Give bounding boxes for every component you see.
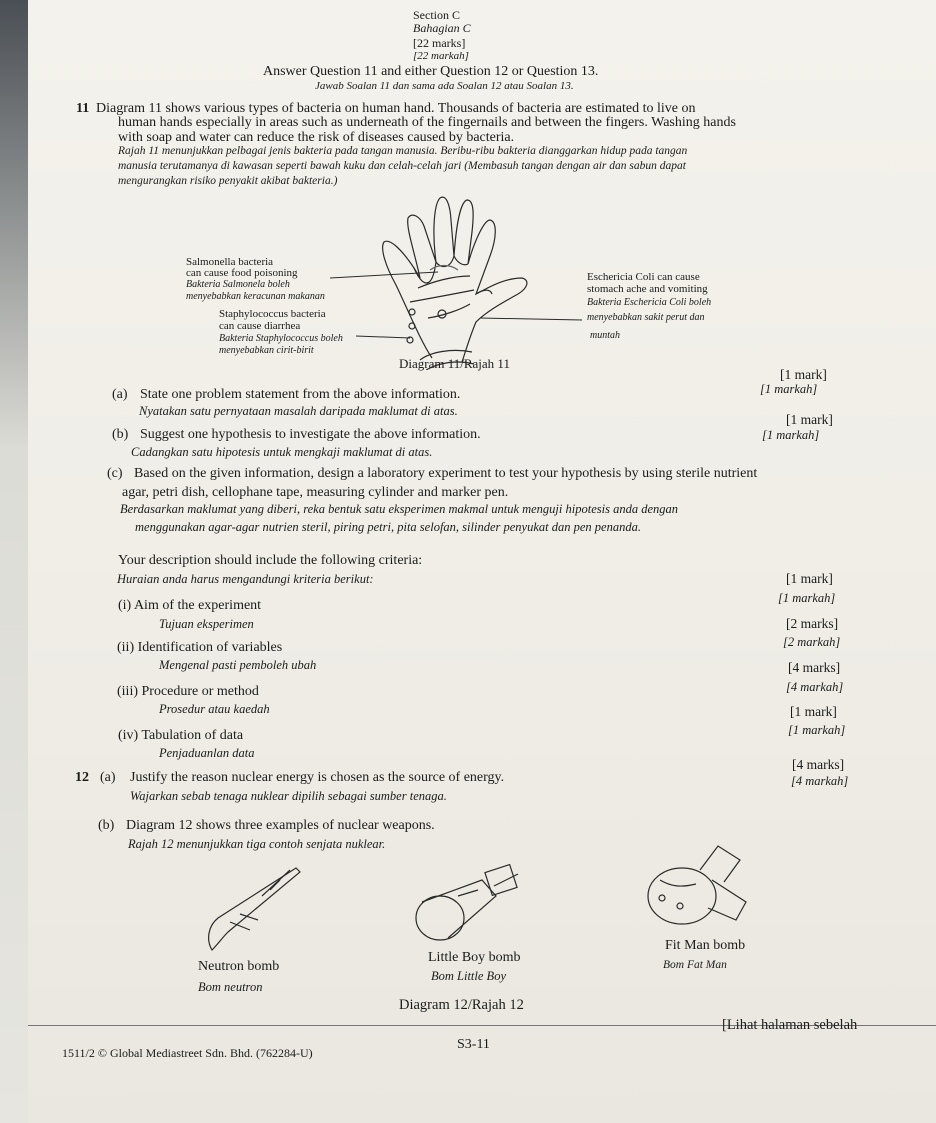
salmonella-label: can cause food poisoning [186,267,298,279]
ecoli-label: stomach ache and vomiting [587,283,708,295]
salmonella-label-ms: menyebabkan keracunan makanan [186,291,325,302]
section-instruction: Answer Question 11 and either Question 12 or Question 13. [263,64,599,79]
q12a-marks: [4 marks] [792,757,845,772]
q11c-criteria: Your description should include the following criteria: [118,553,423,568]
q11-intro-line: with soap and water can reduce the risk of diseases caused by bacteria. [118,130,515,145]
q11c-label: (c) [107,466,123,481]
q11a-marks-ms: [1 markah] [760,382,818,396]
section-instruction-ms: Jawab Soalan 11 dan sama ada Soalan 12 atau Soalan 13. [315,80,574,92]
ecoli-label-ms: menyebabkan sakit perut dan [587,312,705,323]
q11c-ii-marks-ms: [2 markah] [783,635,841,649]
salmonella-label: Salmonella bacteria [186,256,274,268]
q11c-i-marks: [1 mark] [786,571,833,586]
q11a-text: State one problem statement from the above information. [140,387,461,402]
q12b-text: Diagram 12 shows three examples of nuclear weapons. [126,818,435,833]
section-marks-ms: [22 markah] [413,50,469,62]
ecoli-label: Eschericia Coli can cause [587,271,700,283]
q11c-ii-label-ms: Mengenal pasti pemboleh ubah [159,658,317,672]
staph-label-ms: Bakteria Staphylococcus boleh [219,333,343,344]
q11a-label: (a) [112,387,128,402]
weapon-name: Little Boy bomb [428,950,521,965]
q11a-marks: [1 mark] [780,367,827,382]
salmonella-label-ms: Bakteria Salmonela boleh [186,279,290,290]
section-title: Section C [413,8,460,22]
q12b-text-ms: Rajah 12 menunjukkan tiga contoh senjata nuklear. [128,837,386,851]
weapon-name: Fit Man bomb [665,938,746,953]
q11-intro-ms-line: mengurangkan risiko penyakit akibat bakteria.) [118,175,338,187]
q11b-text: Suggest one hypothesis to investigate the above information. [140,427,481,442]
q11c-iv-label-ms: Penjaduanlan data [159,746,255,760]
staph-leader-line [356,336,410,338]
q11c-iii-marks: [4 marks] [788,660,841,675]
weapon-name-ms: Bom neutron [198,980,263,994]
q11b-label: (b) [112,427,129,442]
q11c-ii-marks: [2 marks] [786,616,839,631]
ecoli-leader-line [480,318,582,320]
weapon-name: Neutron bomb [198,959,280,974]
q11c-i-marks-ms: [1 markah] [778,591,836,605]
q11c-i-label: (i) Aim of the experiment [118,598,262,613]
q11c-iii-label-ms: Prosedur atau kaedah [159,702,270,716]
q11b-marks-ms: [1 markah] [762,428,820,442]
footer-page-number: S3-11 [457,1037,490,1052]
q12b-label: (b) [98,818,115,833]
q11c-criteria-ms: Huraian anda harus mengandungi kriteria berikut: [117,572,374,586]
staph-label: Staphylococcus bacteria [219,308,326,320]
q11c-iii-label: (iii) Procedure or method [117,684,259,699]
neutron-bomb-image [200,860,310,960]
staph-label: can cause diarrhea [219,320,301,332]
q11b-marks: [1 mark] [786,412,833,427]
weapon-name-ms: Bom Little Boy [431,969,506,983]
q11c-line: agar, petri dish, cellophane tape, measuring cylinder and marker pen. [122,485,509,500]
hand-outline [383,197,527,362]
salmonella-leader-line [330,272,438,278]
q11c-line-ms: menggunakan agar-agar nutrien steril, piring petri, pita selofan, silinder penyukat dan pen penanda. [135,520,641,534]
q12a-marks-ms: [4 markah] [791,774,849,788]
diagram-12-caption: Diagram 12/Rajah 12 [399,997,524,1013]
q11-intro-ms-line: manusia terutamanya di kawasan seperti bawah kuku dan celah-celah jari (Membasuh tangan dengan air dan sabun dapat [118,160,686,172]
section-title-ms: Bahagian C [413,21,471,35]
q11c-iv-label: (iv) Tabulation of data [118,728,244,743]
q11c-iii-marks-ms: [4 markah] [786,680,844,694]
ecoli-label-ms: muntah [590,330,620,341]
desk-background [0,0,28,1123]
q11c-line-ms: Berdasarkan maklumat yang diberi, reka bentuk satu eksperimen makmal untuk menguji hipotesis anda dengan [120,502,679,516]
question-12-number: 12 [75,770,89,785]
fat-man-bomb-image [640,836,750,932]
q11c-iv-marks-ms: [1 markah] [788,723,846,737]
footer-copyright: 1511/2 © Global Mediastreet Sdn. Bhd. (762284-U) [62,1046,313,1060]
q11c-line: Based on the given information, design a laboratory experiment to test your hypothesis by using sterile nutrient [134,466,758,481]
q11-intro-line: Diagram 11 shows various types of bacteria on human hand. Thousands of bacteria are estimated to live on [96,101,696,116]
q12a-label: (a) [100,770,116,785]
ecoli-label-ms: Bakteria Eschericia Coli boleh [587,297,712,308]
q11b-text-ms: Cadangkan satu hipotesis untuk mengkaji maklumat di atas. [131,445,433,459]
staph-label-ms: menyebabkan cirit-birit [219,345,314,356]
footer-next-page: [Lihat halaman sebelah [722,1017,858,1033]
q11-intro-line: human hands especially in areas such as underneath of the fingernails and between the fingers. Washing hands [118,115,736,130]
q11-intro-ms-line: Rajah 11 menunjukkan pelbagai jenis bakteria pada tangan manusia. Beribu-ribu bakteria dianggarkan hidup pada tangan [118,145,688,157]
question-11-number: 11 [76,101,90,116]
q11a-text-ms: Nyatakan satu pernyataan masalah daripada maklumat di atas. [139,404,458,418]
little-boy-bomb-image [408,858,526,948]
q11c-ii-label: (ii) Identification of variables [117,640,283,655]
weapon-name-ms: Bom Fat Man [663,959,727,971]
q11c-i-label-ms: Tujuan eksperimen [159,617,254,631]
q11c-iv-marks: [1 mark] [790,704,837,719]
diagram-11-caption: Diagram 11/Rajah 11 [399,356,510,371]
q12a-text: Justify the reason nuclear energy is chosen as the source of energy. [130,770,505,785]
section-marks: [22 marks] [413,36,466,50]
q12a-text-ms: Wajarkan sebab tenaga nuklear dipilih sebagai sumber tenaga. [130,789,447,803]
